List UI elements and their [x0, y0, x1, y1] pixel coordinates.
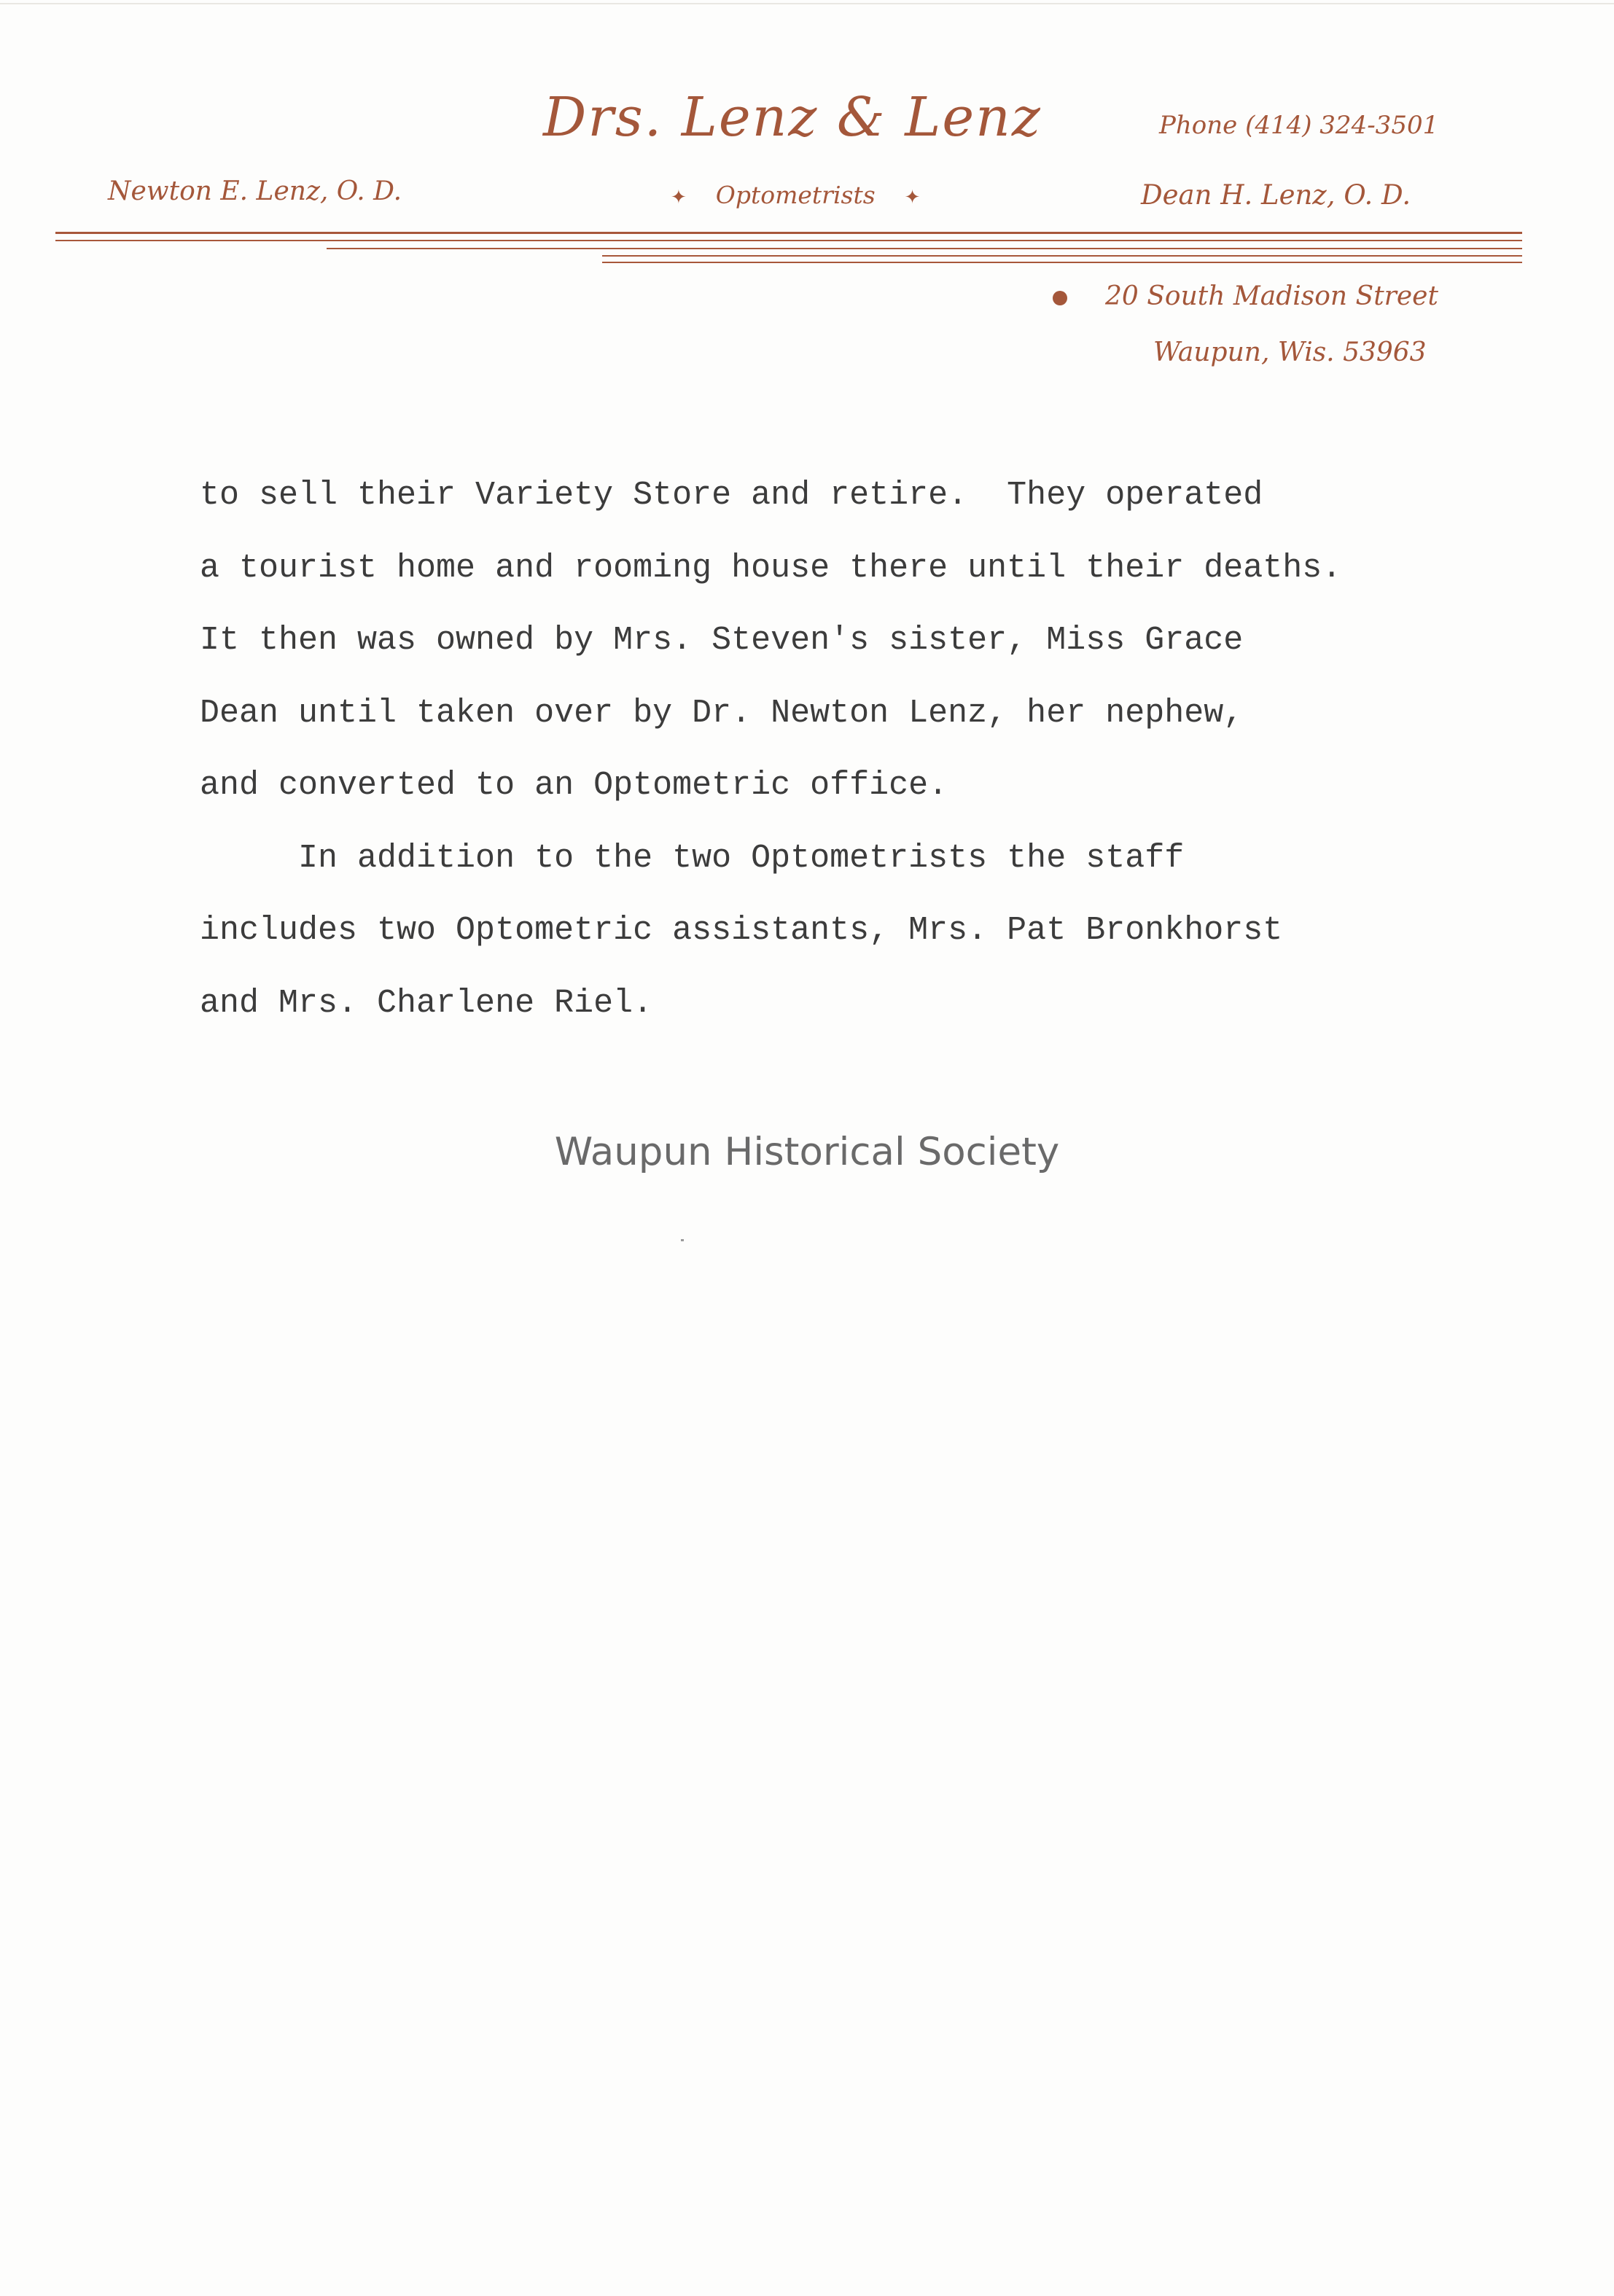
body-line: includes two Optometric assistants, Mrs. Pat Bronkhorst	[200, 912, 1283, 949]
scan-edge-line	[0, 3, 1614, 4]
letterhead-title: Drs. Lenz & Lenz	[543, 86, 1042, 149]
letterhead-rule	[327, 248, 1522, 249]
letterhead-left-doctor: Newton E. Lenz, O. D.	[108, 176, 402, 206]
letterhead-rule	[55, 232, 1522, 234]
ornament-icon: ✦	[671, 187, 687, 208]
profession-label: Optometrists	[715, 181, 876, 209]
body-line: It then was owned by Mrs. Steven's sister, Miss Grace	[200, 622, 1244, 659]
body-line: to sell their Variety Store and retire. They operated	[200, 477, 1263, 514]
body-line: and converted to an Optometric office.	[200, 767, 948, 804]
letterhead-right-doctor: Dean H. Lenz, O. D.	[1141, 179, 1411, 211]
typed-body	[200, 459, 1497, 1039]
address-line-1: 20 South Madison Street	[1105, 281, 1438, 311]
address-line-2: Waupun, Wis. 53963	[1153, 337, 1427, 367]
letterhead-phone: Phone (414) 324-3501	[1159, 111, 1439, 140]
scan-speck	[681, 1239, 684, 1241]
letterhead-rule	[55, 240, 1522, 241]
body-line: and Mrs. Charlene Riel.	[200, 984, 653, 1022]
letterhead-profession	[642, 181, 949, 209]
bullet-dot-icon	[1053, 291, 1067, 305]
watermark: Waupun Historical Society	[554, 1130, 1060, 1174]
letterhead-rule	[602, 255, 1522, 257]
body-line: Dean until taken over by Dr. Newton Lenz, her nephew,	[200, 694, 1244, 732]
ornament-icon: ✦	[904, 187, 921, 208]
body-line: a tourist home and rooming house there until their deaths.	[200, 549, 1342, 587]
body-line: In addition to the two Optometrists the staff	[200, 839, 1185, 877]
letterhead-rule	[602, 262, 1522, 263]
